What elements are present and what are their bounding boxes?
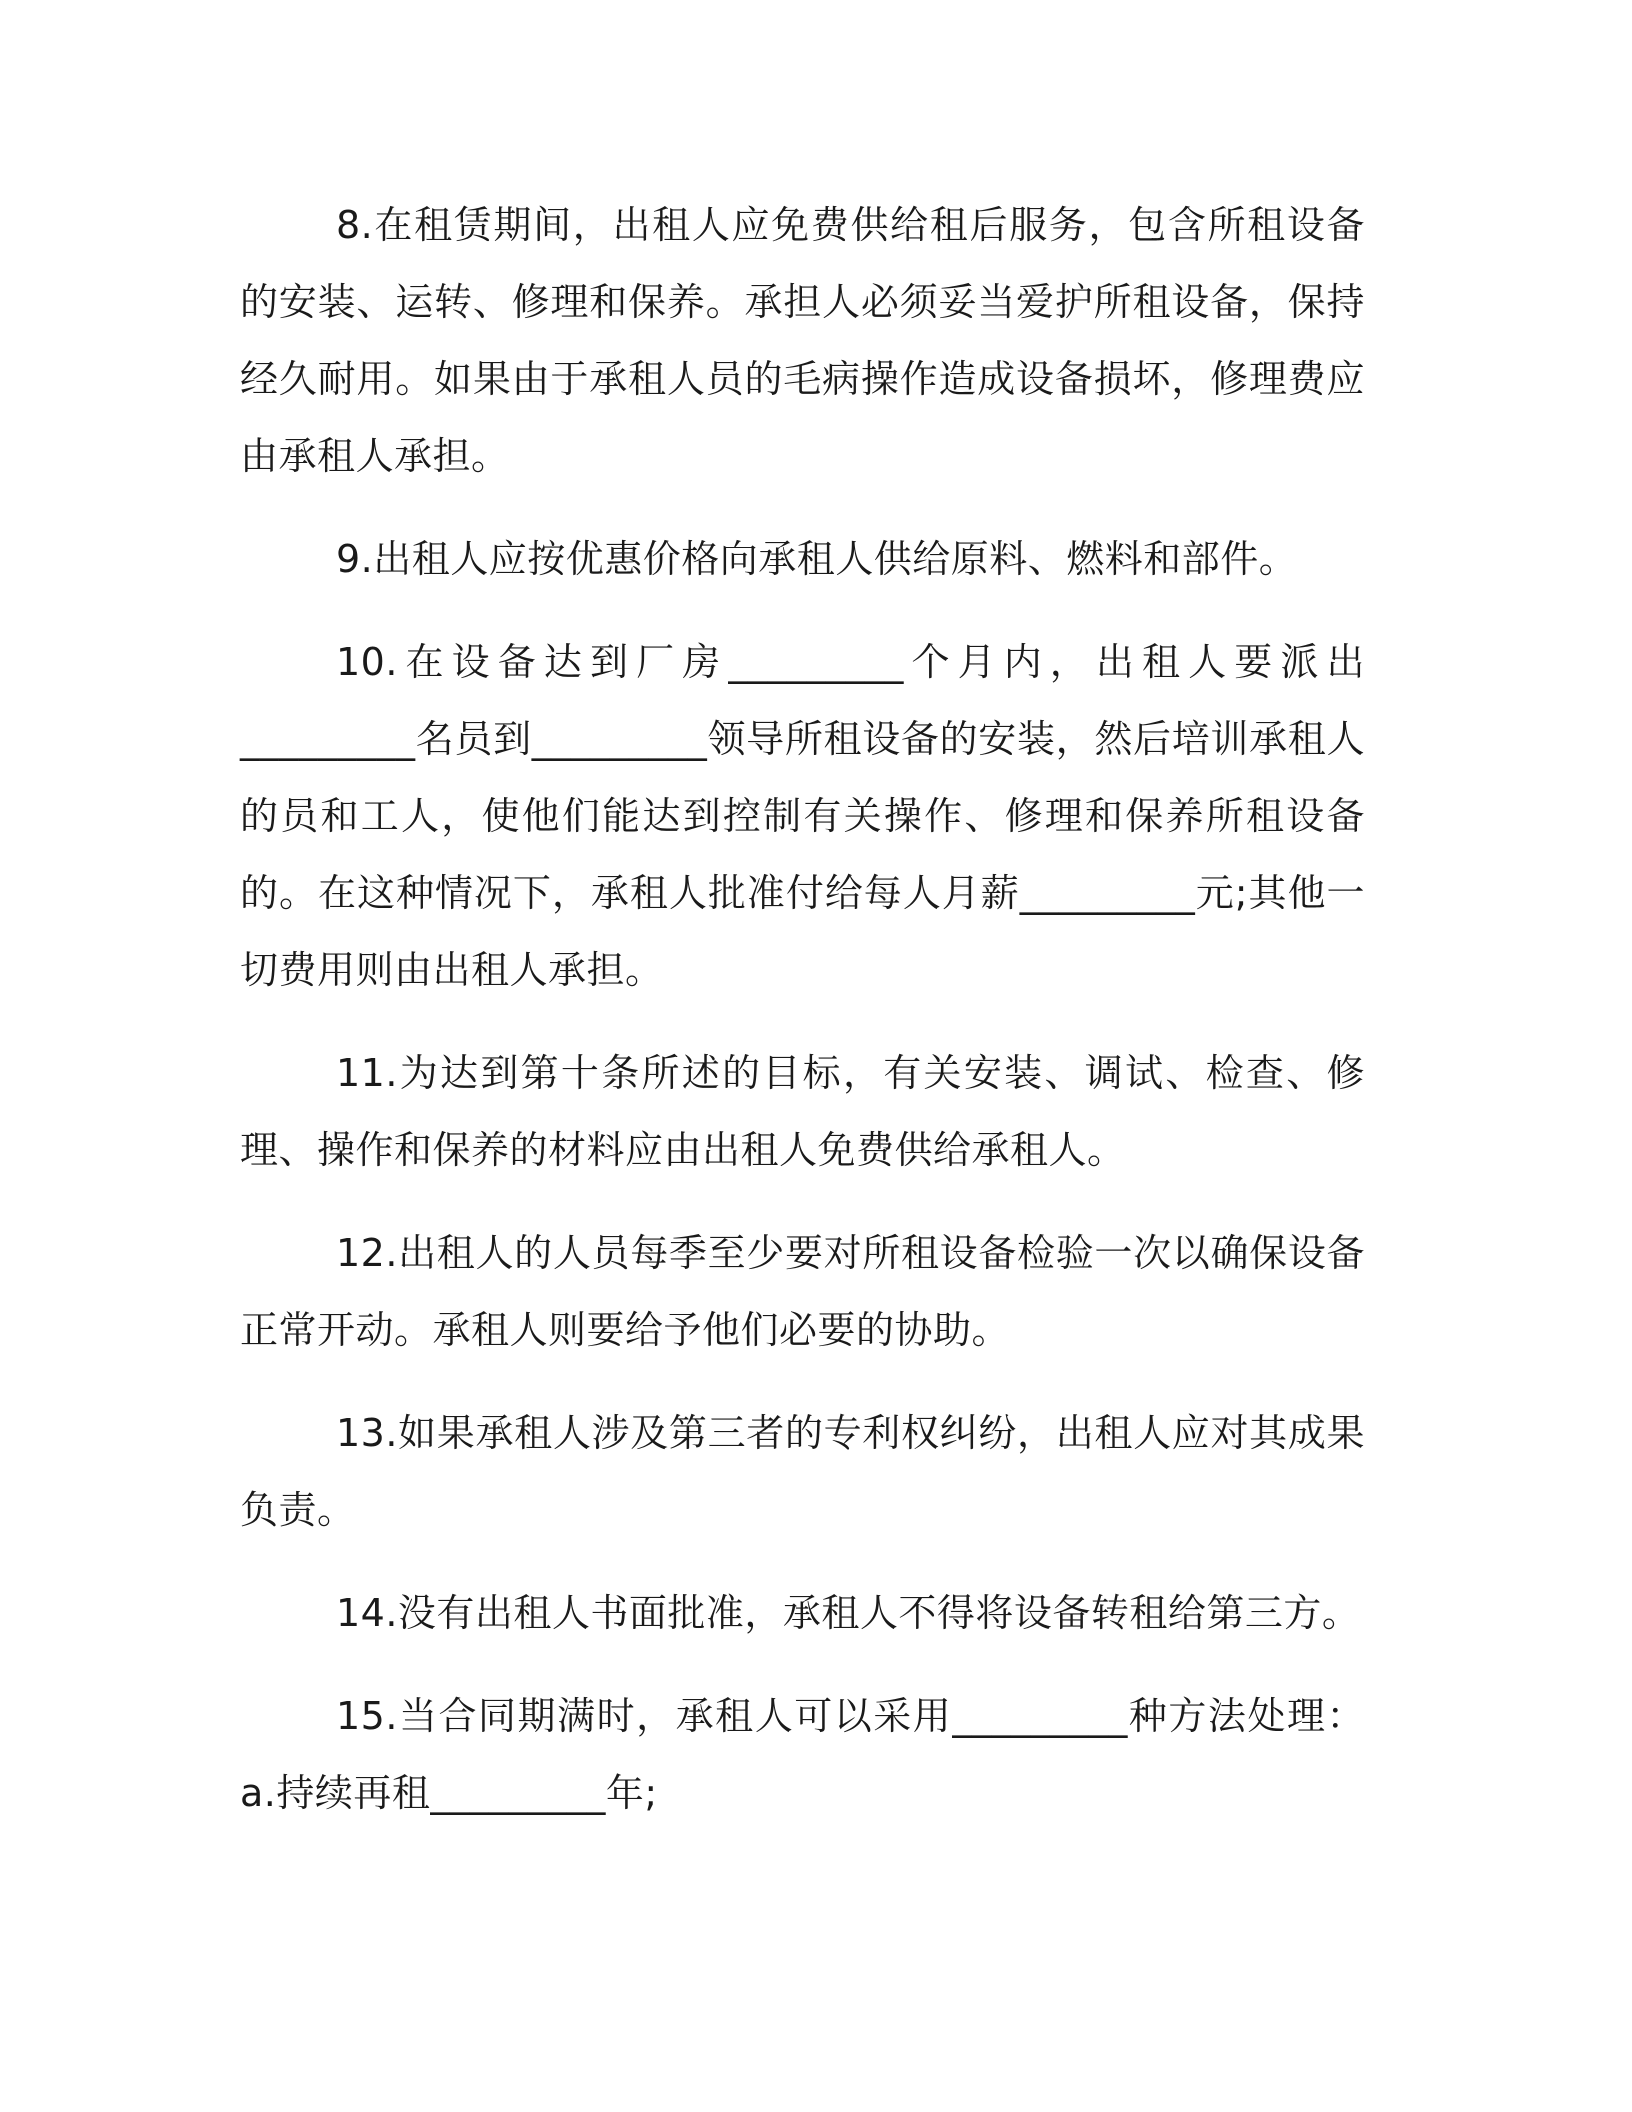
clause-14: 14.没有出租人书面批准，承租人不得将设备转租给第三方。 [336, 1591, 1361, 1635]
clause-11: 11.为达到第十条所述的目标，有关安装、调试、检查、修理、操作和保养的材料应由出租人免费供给承租人。 [240, 1051, 1365, 1172]
clause-13: 13.如果承租人涉及第三者的专利权纠纷，出租人应对其成果负责。 [240, 1411, 1365, 1532]
clause-15: 15.当合同期满时，承租人可以采用_________种方法处理： a.持续再租_________年; [240, 1694, 1365, 1815]
clause-8: 8.在租赁期间，出租人应免费供给租后服务，包含所租设备的安装、运转、修理和保养。承担人必须妥当爱护所租设备，保持经久耐用。如果由于承租人员的毛病操作造成设备损坏，修理费应由承租人承担。 [240, 203, 1365, 478]
contract-body [240, 187, 1365, 1858]
clause-10: 10.在设备达到厂房_________个月内，出租人要派出_________名员到_________领导所租设备的安装，然后培训承租人的员和工人，使他们能达到控制有关操作、修理和保养所租设备的。在这种情况下，承租人批准付给每人月薪_________元;其他一切费用则由出租人承担。 [240, 640, 1365, 992]
clause-12: 12.出租人的人员每季至少要对所租设备检验一次以确保设备正常开动。承租人则要给予他们必要的协助。 [240, 1231, 1365, 1352]
clause-9: 9.出租人应按优惠价格向承租人供给原料、燃料和部件。 [336, 537, 1298, 581]
